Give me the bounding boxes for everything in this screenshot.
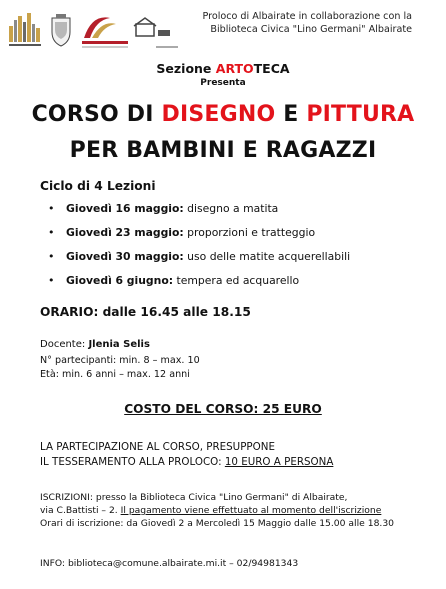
lesson-topic: proporzioni e tratteggio bbox=[183, 226, 316, 239]
lesson-item bbox=[48, 274, 428, 298]
lesson-list bbox=[48, 202, 428, 298]
lesson-date: Giovedì 23 maggio: bbox=[66, 226, 184, 239]
membership-line-2 bbox=[40, 455, 333, 470]
lesson-date: Giovedì 6 giugno: bbox=[66, 274, 174, 287]
bullet-icon: • bbox=[48, 226, 55, 239]
teacher-line bbox=[40, 338, 150, 351]
presents-label: Presenta bbox=[200, 78, 246, 88]
course-cost: COSTO DEL CORSO: 25 EURO bbox=[124, 402, 322, 416]
section-accent: ARTO bbox=[215, 61, 254, 76]
organizer-line-1: Proloco di Albairate in collaborazione con la bbox=[202, 11, 412, 22]
skyline-logo-icon bbox=[9, 13, 41, 46]
schedule-heading: ORARIO: dalle 16.45 alle 18.15 bbox=[40, 305, 251, 319]
lesson-topic: uso delle matite acquerellabili bbox=[183, 250, 351, 263]
lesson-date: Giovedì 16 maggio: bbox=[66, 202, 184, 215]
lesson-item bbox=[48, 250, 428, 274]
membership-note bbox=[40, 440, 333, 470]
contact-info: INFO: biblioteca@comune.albairate.mi.it – 02/94981343 bbox=[40, 558, 299, 569]
age-line: Età: min. 6 anni – max. 12 anni bbox=[40, 369, 190, 380]
proloco-logo-icon bbox=[82, 17, 128, 48]
registration-line-3: Orari di iscrizione: da Giovedì 2 a Mercoledì 15 Maggio dalle 15.00 alle 18.30 bbox=[40, 518, 395, 529]
lesson-topic: tempera ed acquarello bbox=[173, 274, 300, 287]
coat-of-arms-icon bbox=[52, 14, 70, 46]
section-title bbox=[0, 61, 446, 76]
organizer-text bbox=[162, 10, 412, 36]
payment-note: Il pagamento viene effettuato al momento dell'iscrizione bbox=[120, 505, 382, 516]
title-part-c: E bbox=[275, 102, 307, 127]
lesson-item bbox=[48, 226, 428, 250]
participants-line: N° partecipanti: min. 8 – max. 10 bbox=[40, 355, 200, 366]
membership-text: IL TESSERAMENTO ALLA PROLOCO: bbox=[40, 456, 225, 468]
section-prefix: Sezione bbox=[156, 61, 216, 76]
teacher-label: Docente: bbox=[40, 339, 89, 350]
course-title-line-2: PER BAMBINI E RAGAZZI bbox=[69, 138, 377, 163]
lesson-item bbox=[48, 202, 428, 226]
registration-line-1: ISCRIZIONI: presso la Biblioteca Civica "Lino Germani" di Albairate, bbox=[40, 492, 348, 503]
registration-info bbox=[40, 491, 436, 530]
title-part-a: CORSO DI bbox=[31, 102, 162, 127]
teacher-name: Jlenia Selis bbox=[88, 339, 150, 350]
title-disegno: DISEGNO bbox=[161, 102, 276, 127]
lesson-topic: disegno a matita bbox=[183, 202, 279, 215]
section-suffix: TECA bbox=[253, 61, 290, 76]
registration-line-2 bbox=[40, 504, 436, 517]
organizer-line-2: Biblioteca Civica "Lino Germani" Albairate bbox=[210, 24, 412, 35]
lesson-date: Giovedì 30 maggio: bbox=[66, 250, 184, 263]
membership-line-1: LA PARTECIPAZIONE AL CORSO, PRESUPPONE bbox=[40, 441, 275, 453]
bullet-icon: • bbox=[48, 250, 55, 263]
cycle-heading: Ciclo di 4 Lezioni bbox=[40, 179, 156, 193]
registration-address: via C.Battisti – 2. bbox=[40, 505, 121, 516]
sponsor-logos bbox=[8, 8, 180, 52]
title-pittura: PITTURA bbox=[306, 102, 415, 127]
course-title-line-1 bbox=[0, 102, 446, 127]
bullet-icon: • bbox=[48, 274, 55, 287]
membership-fee: 10 EURO A PERSONA bbox=[224, 456, 334, 468]
bullet-icon: • bbox=[48, 202, 55, 215]
